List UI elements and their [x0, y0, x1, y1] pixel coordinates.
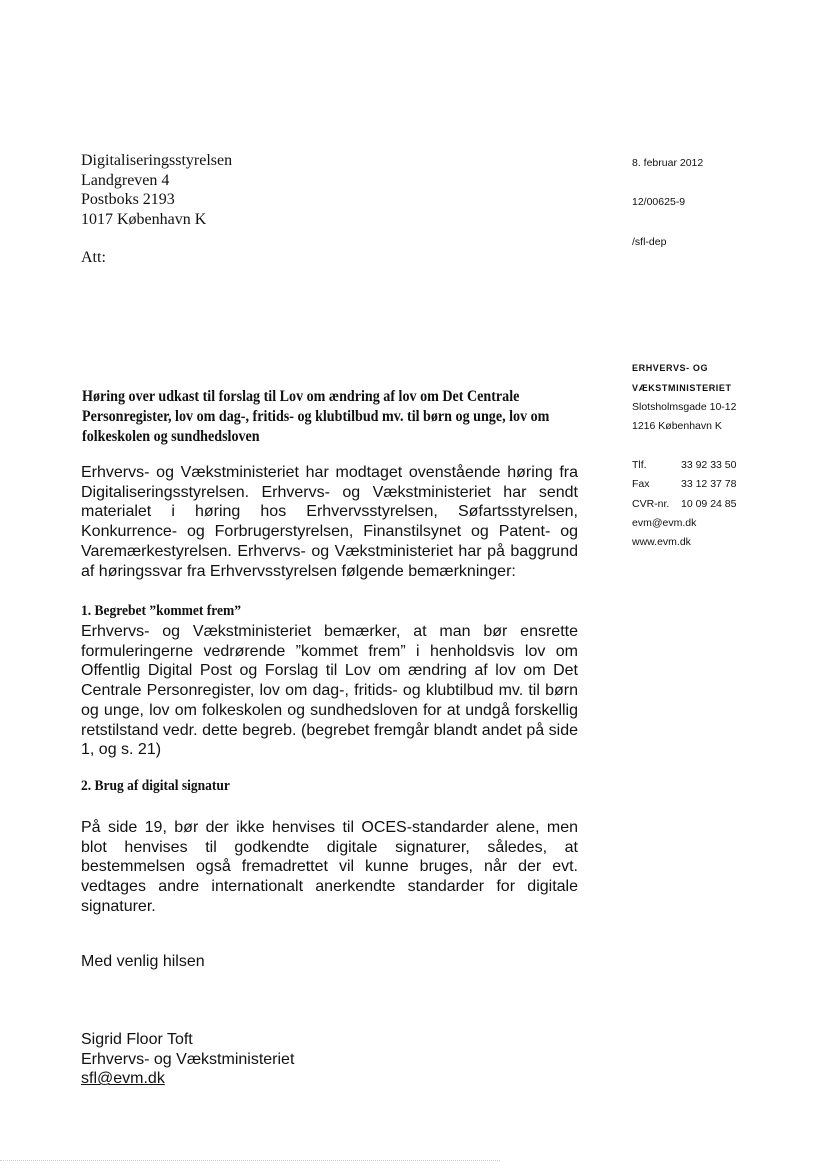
contact-value: 10 09 24 85 [681, 497, 737, 510]
letter-date: 8. februar 2012 [632, 157, 704, 169]
case-number: 12/00625-9 [632, 196, 686, 208]
signer-organization: Erhvervs- og Vækstministeriet [81, 1050, 295, 1068]
reference: /sfl-dep [632, 236, 667, 248]
sender-city: 1216 København K [632, 420, 722, 433]
contact-row-phone [632, 456, 736, 475]
recipient-line: Landgreven 4 [81, 171, 170, 189]
contact-label: Fax [632, 478, 650, 491]
recipient-line: 1017 København K [81, 210, 207, 228]
contact-label: Tlf. [632, 459, 647, 471]
attention-line: Att: [81, 249, 106, 266]
sender-name-line2: VÆKSTMINISTERIET [632, 383, 732, 393]
signer-email-link[interactable]: sfl@evm.dk [81, 1070, 165, 1088]
signer-name: Sigrid Floor Toft [81, 1031, 193, 1048]
contact-value: 33 92 33 50 [681, 459, 737, 471]
recipient-line: Postboks 2193 [81, 191, 175, 208]
sender-contacts [632, 456, 736, 552]
contact-row-cvr [632, 495, 736, 514]
scan-edge-divider [0, 1160, 500, 1161]
sender-address [632, 398, 736, 437]
sender-name-line1: ERHVERVS- OG [632, 363, 709, 373]
letter-subject: Høring over udkast til forslag til Lov om ændring af lov om Det Centrale Personregister, lov om dag-, fritids- og klubtilbud mv. til børn og unge, lov om folkeskolen og sundhedsloven [82, 388, 550, 445]
sender-email[interactable]: evm@evm.dk [632, 516, 697, 529]
section1-body: Erhvervs- og Vækstministeriet bemærker, at man bør ensrette formuleringerne vedrørende ”kommet frem” i henholdsvis lov om Offentlig Digital Post og Forslag til Lov om ændring af lov om Det Centrale Personregister, lov om dag-, fritids- og klubtilbud mv. til børn og unge, lov om folkeskolen og sundhedsloven for at undgå forskellig retstilstand vedr. dette begreb. (begrebet fremgår blandt andet på side 1, og s. 21) [81, 623, 578, 759]
recipient-address [81, 151, 232, 229]
closing-greeting: Med venlig hilsen [81, 953, 205, 970]
intro-paragraph: Erhvervs- og Vækstministeriet har modtaget ovenstående høring fra Digitaliseringsstyrelsen. Erhvervs- og Vækstministeriet har sendt materialet i høring hos Erhvervsstyrelsen, Søfartsstyrelsen, Konkurrence- og Forbrugerstyrelsen, Finanstilsynet og Patent- og Varemærkestyrelsen. Erhvervs- og Vækstministeriet har på baggrund af høringssvar fra Erhvervsstyrelsen følgende bemærkninger: [81, 464, 578, 580]
section1-heading: 1. Begrebet ”kommet frem” [81, 603, 241, 619]
recipient-line: Digitaliseringsstyrelsen [81, 152, 233, 169]
signature-block [81, 1030, 294, 1089]
contact-value: 33 12 37 78 [681, 478, 737, 491]
sender-website[interactable]: www.evm.dk [632, 536, 691, 549]
contact-label: CVR-nr. [632, 497, 670, 510]
sender-street: Slotsholmsgade 10-12 [632, 401, 737, 413]
section2-heading: 2. Brug af digital signatur [81, 778, 230, 794]
section2-body: På side 19, bør der ikke henvises til OCES-standarder alene, men blot henvises til godkendte digitale signaturer, således, at bestemmelsen også fremadrettet vil kunne bruges, når der evt. vedtages andre internationalt anerkendte standarder for digitale signaturer. [81, 819, 578, 915]
contact-row-fax [632, 475, 736, 494]
